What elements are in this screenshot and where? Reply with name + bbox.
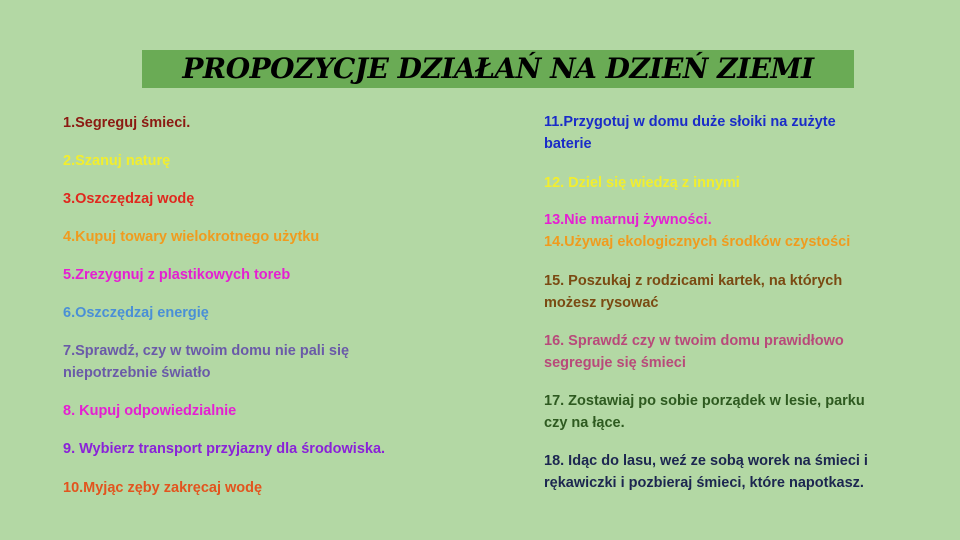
list-item: 16. Sprawdź czy w twoim domu prawidłowo segreguje się śmieci — [544, 333, 844, 371]
slide-title: PROPOZYCJE DZIAŁAŃ NA DZIEŃ ZIEMI — [182, 52, 814, 85]
list-item: 9. Wybierz transport przyjazny dla środowiska. — [63, 441, 386, 457]
list-item: 18. Idąc do lasu, weź ze sobą worek na śmieci i rękawiczki i pozbieraj śmieci, które napotkasz. — [544, 453, 868, 491]
list-item: 17. Zostawiaj po sobie porządek w lesie, parku czy na łące. — [544, 393, 865, 431]
list-item: 3.Oszczędzaj wodę — [63, 191, 195, 207]
list-item: 10.Myjąc zęby zakręcaj wodę — [63, 480, 263, 496]
list-item: 11.Przygotuj w domu duże słoiki na zużyte baterie — [544, 114, 836, 152]
list-item: 8. Kupuj odpowiedzialnie — [63, 403, 237, 419]
list-item: 1.Segreguj śmieci. — [63, 115, 191, 131]
list-item: 5.Zrezygnuj z plastikowych toreb — [63, 267, 291, 283]
list-item: 13.Nie marnuj żywności. — [544, 212, 712, 228]
list-item: 2.Szanuj naturę — [63, 153, 171, 169]
list-item: 6.Oszczędzaj energię — [63, 305, 209, 321]
list-item: 15. Poszukaj z rodzicami kartek, na których możesz rysować — [544, 273, 843, 311]
title-highlight — [142, 50, 854, 88]
list-item: 14.Używaj ekologicznych środków czystości — [544, 234, 851, 250]
list-item: 7.Sprawdź, czy w twoim domu nie pali się niepotrzebnie światło — [63, 343, 350, 381]
list-item: 4.Kupuj towary wielokrotnego użytku — [63, 229, 320, 245]
list-item: 12. Dziel się wiedzą z innymi — [544, 175, 740, 191]
